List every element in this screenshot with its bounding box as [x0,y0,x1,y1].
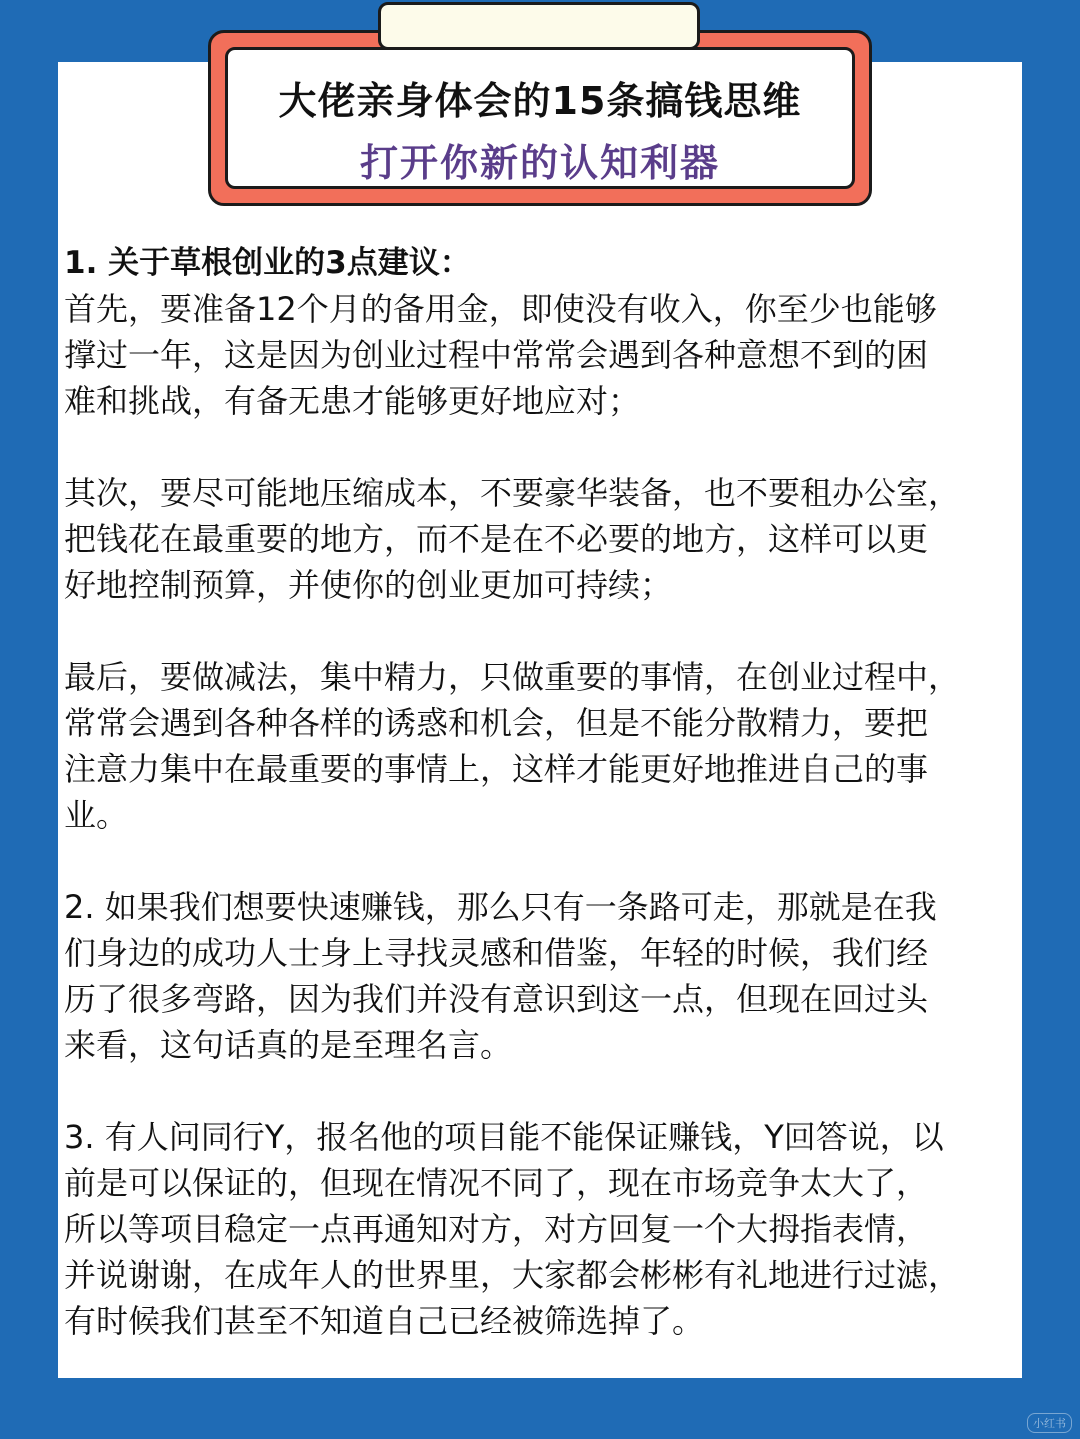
paragraph-gap [64,838,1014,884]
page-subtitle: 打开你新的认知利器 [359,141,720,185]
paragraph-point-2: 2. 如果我们想要快速赚钱，那么只有一条路可走，那就是在我 们身边的成功人士身上寻找灵感和借鉴，年轻的时候，我们经 历了很多弯路，因为我们并没有意识到这一点，但现在回过头 来看，这句话真的是至理名言。 [64,888,937,1064]
article-body [64,240,1014,1344]
paragraph-gap [64,608,1014,654]
watermark-logo: 小红书 [1027,1413,1072,1433]
paragraph-second: 其次，要尽可能地压缩成本，不要豪华装备，也不要租办公室， 把钱花在最重要的地方，而不是在不必要的地方，这样可以更 好地控制预算，并使你的创业更加可持续； [64,474,961,604]
paragraph-gap [64,1068,1014,1114]
page-title: 大佬亲身体会的15条搞钱思维 [278,79,802,123]
section-heading: 1. 关于草根创业的3点建议： [64,245,471,281]
title-card [208,30,872,206]
paragraph-third: 最后，要做减法，集中精力，只做重要的事情，在创业过程中， 常常会遇到各种各样的诱惑和机会，但是不能分散精力，要把 注意力集中在最重要的事情上，这样才能更好地推进自己的事 业。 [64,658,961,834]
paragraph-first: 首先，要准备12个月的备用金，即使没有收入，你至少也能够 撑过一年，这是因为创业过程中常常会遇到各种意想不到的困 难和挑战，有备无患才能够更好地应对； [64,290,937,420]
clip-tab [378,2,700,50]
paragraph-gap [64,424,1014,470]
title-card-inner [225,47,855,189]
paragraph-point-3: 3. 有人问同行Y，报名他的项目能不能保证赚钱，Y回答说，以 前是可以保证的，但现在情况不同了，现在市场竞争太大了， 所以等项目稳定一点再通知对方，对方回复一个大拇指表情， 并说谢谢，在成年人的世界里，大家都会彬彬有礼地进行过滤， 有时候我们甚至不知道自己已经被筛选掉了。 [64,1118,961,1340]
